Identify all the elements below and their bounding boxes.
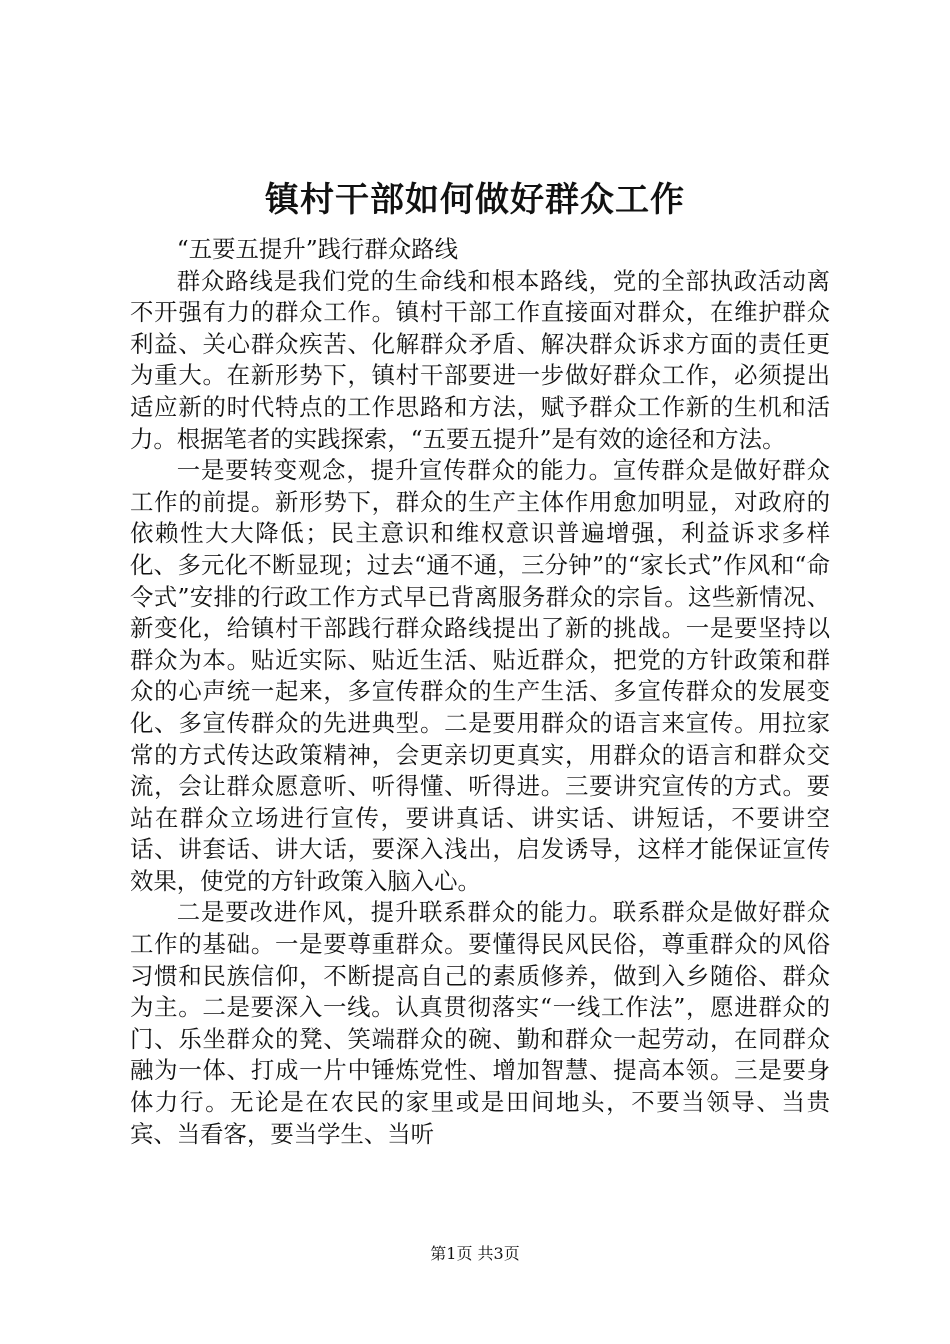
subtitle: “五要五提升”践行群众路线 bbox=[176, 235, 459, 263]
paragraph-intro: 群众路线是我们党的生命线和根本路线，党的全部执政活动离不开强有力的群众工作。镇村干部工作直接面对群众，在维护群众利益、关心群众疾苦、化解群众矛盾、解决群众诉求方面的责任更为重大。在新形势下，镇村干部要进一步做好群众工作，必须提出适应新的时代特点的工作思路和方法，赋予群众工作新的生机和活力。根据笔者的实践探索，“五要五提升”是有效的途径和方法。 bbox=[130, 266, 830, 453]
paragraph-point-1: 一是要转变观念，提升宣传群众的能力。宣传群众是做好群众工作的前提。新形势下，群众的生产主体作用愈加明显，对政府的依赖性大大降低；民主意识和维权意识普遍增强，利益诉求多样化、多元化不断显现；过去“通不通，三分钟”的“家长式”作风和“命令式”安排的行政工作方式早已背离服务群众的宗旨。这些新情况、新变化，给镇村干部践行群众路线提出了新的挑战。一是要坚持以群众为本。贴近实际、贴近生活、贴近群众，把党的方针政策和群众的心声统一起来，多宣传群众的生产生活、多宣传群众的发展变化、多宣传群众的先进典型。二是要用群众的语言来宣传。用拉家常的方式传达政策精神，会更亲切更真实，用群众的语言和群众交流，会让群众愿意听、听得懂、听得进。三要讲究宣传的方式。要站在群众立场进行宣传，要讲真话、讲实话、讲短话，不要讲空话、讲套话、讲大话，要深入浅出，启发诱导，这样才能保证宣传效果，使党的方针政策入脑入心。 bbox=[130, 456, 830, 895]
paragraph-point-2: 二是要改进作风，提升联系群众的能力。联系群众是做好群众工作的基础。一是要尊重群众。要懂得民风民俗，尊重群众的风俗习惯和民族信仰，不断提高自己的素质修养，做到入乡随俗、群众为主。二是要深入一线。认真贯彻落实“一线工作法”，愿进群众的门、乐坐群众的凳、笑端群众的碗、勤和群众一起劳动，在同群众融为一体、打成一片中锤炼党性、增加智慧、提高本领。三是要身体力行。无论是在农民的家里或是田间地头，不要当领导、当贵宾、当看客，要当学生、当听 bbox=[130, 898, 830, 1148]
page-title: 镇村干部如何做好群众工作 bbox=[265, 180, 685, 220]
document-body bbox=[130, 234, 830, 1150]
page-footer: 第1页 共3页 bbox=[430, 1244, 520, 1263]
